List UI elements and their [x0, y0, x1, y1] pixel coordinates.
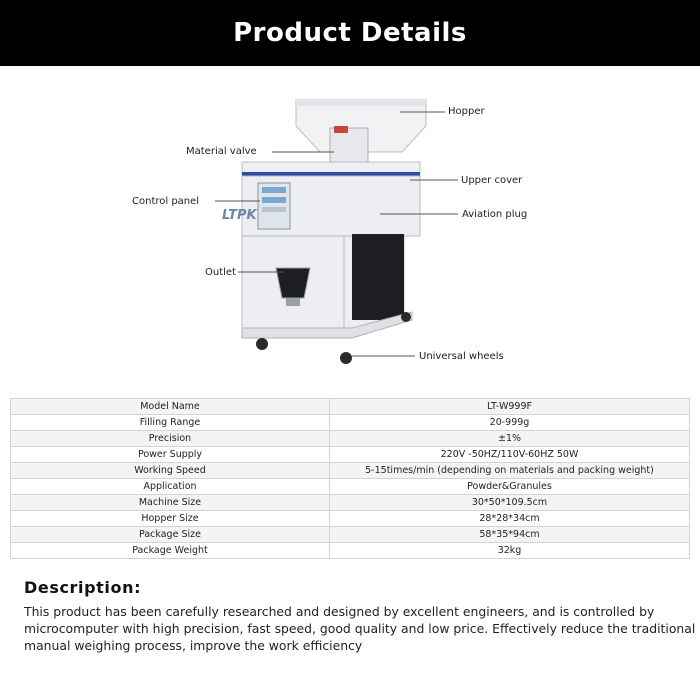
description-title: Description: [24, 578, 142, 597]
spec-value: 58*35*94cm [330, 527, 690, 543]
spec-value: 32kg [330, 543, 690, 559]
table-row [11, 463, 690, 479]
table-row [11, 447, 690, 463]
description-text: This product has been carefully researched and designed by excellent engineers, and is controlled by microcomputer with high precision, fast speed, good quality and low price. Effectively reduce the traditional manual weighing process, improve the work efficiency [24, 604, 696, 653]
wheel-shape [340, 352, 352, 364]
display-shape [262, 197, 286, 203]
table-row [11, 479, 690, 495]
display-shape [262, 187, 286, 193]
spec-value: ±1% [330, 431, 690, 447]
spec-label: Package Weight [11, 543, 330, 559]
callout-control-panel: Control panel [132, 196, 200, 207]
spec-value: 28*28*34cm [330, 511, 690, 527]
spec-label: Working Speed [11, 463, 330, 479]
callout-upper-cover: Upper cover [461, 175, 523, 186]
callout-material-valve: Material valve [186, 146, 257, 157]
callout-aviation-plug: Aviation plug [462, 209, 528, 220]
machine-illustration [0, 66, 700, 386]
table-row [11, 495, 690, 511]
spec-label: Power Supply [11, 447, 330, 463]
spec-value: LT-W999F [330, 399, 690, 415]
spec-label: Application [11, 479, 330, 495]
keypad-shape [262, 207, 286, 212]
table-row [11, 415, 690, 431]
spec-label: Model Name [11, 399, 330, 415]
callout-universal-wheels: Universal wheels [419, 351, 504, 362]
callout-hopper: Hopper [448, 106, 485, 117]
machine-figure [0, 66, 700, 386]
table-row [11, 399, 690, 415]
spec-value: 30*50*109.5cm [330, 495, 690, 511]
valve-warning-label [334, 126, 348, 133]
watermark-logo: LTPK [222, 208, 257, 223]
hopper-rim [296, 100, 426, 106]
spec-label: Hopper Size [11, 511, 330, 527]
material-valve-shape [330, 128, 368, 162]
spec-label: Package Size [11, 527, 330, 543]
spec-label: Filling Range [11, 415, 330, 431]
spec-value: 220V -50HZ/110V-60HZ 50W [330, 447, 690, 463]
page-title: Product Details [233, 18, 467, 48]
spec-value: 5-15times/min (depending on materials and packing weight) [330, 463, 690, 479]
spec-value: Powder&Granules [330, 479, 690, 495]
outlet-spout-shape [286, 298, 300, 306]
upper-cover-trim [242, 172, 420, 176]
header-banner [0, 0, 700, 66]
table-row [11, 527, 690, 543]
spec-value: 20-999g [330, 415, 690, 431]
table-row [11, 431, 690, 447]
spec-label: Precision [11, 431, 330, 447]
table-row [11, 543, 690, 559]
spec-label: Machine Size [11, 495, 330, 511]
spec-table [10, 398, 690, 559]
table-row [11, 511, 690, 527]
wheel-shape [401, 312, 411, 322]
callout-outlet: Outlet [205, 267, 236, 278]
stand-cavity-shape [352, 234, 404, 320]
wheel-shape [256, 338, 268, 350]
